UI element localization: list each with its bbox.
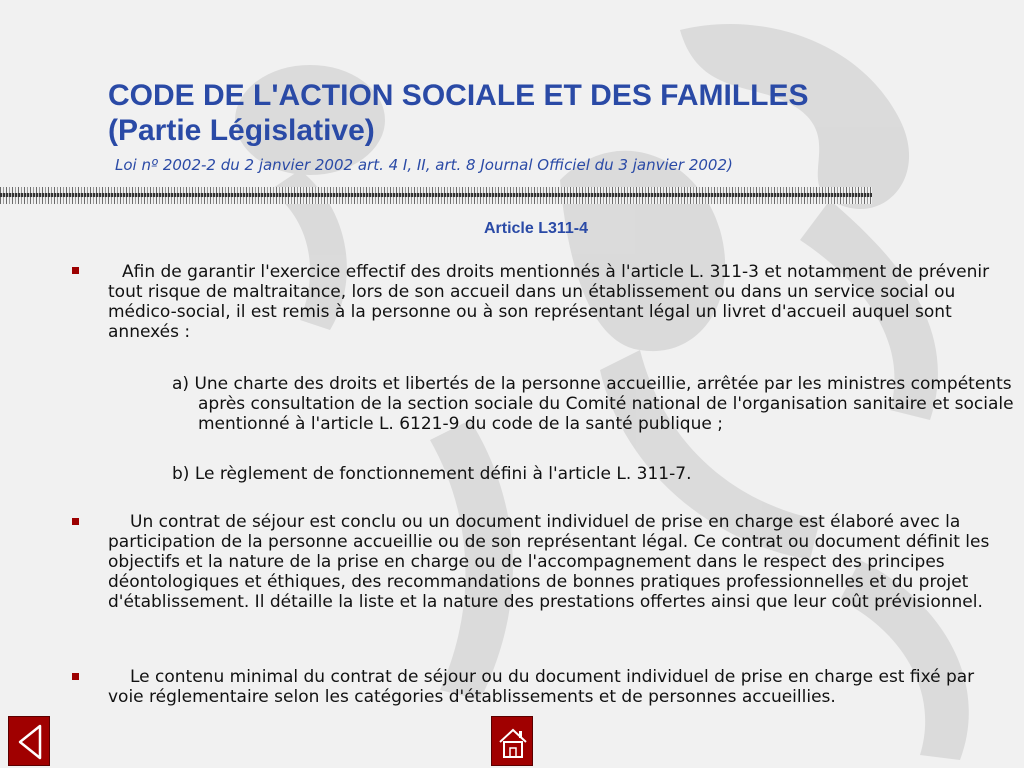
list-item-b: b) Le règlement de fonctionnement défini à l'article L. 311-7. [172, 464, 692, 484]
bullet-icon [72, 673, 79, 680]
bullet-icon [72, 267, 79, 274]
triangle-left-icon [9, 717, 51, 767]
paragraph-3: Le contenu minimal du contrat de séjour ou du document individuel de prise en charge est fixé par voie réglementaire selon les catégories d'établissements et de personnes accueillies. [108, 667, 975, 707]
slide-title [108, 78, 988, 148]
home-button[interactable] [491, 716, 533, 766]
article-heading: Article L311-4 [483, 220, 589, 237]
previous-slide-button[interactable] [8, 716, 50, 766]
divider-rule [0, 187, 872, 204]
list-item-a: a) Une charte des droits et libertés de la personne accueillie, arrêtée par les ministres compétents après consultation de la section sociale du Comité national de l'organisation sanitaire et sociale mentionné à l'article L. 6121-9 du code de la santé publique ; [172, 374, 1014, 434]
paragraph-1: Afin de garantir l'exercice effectif des droits mentionnés à l'article L. 311-3 et notamment de prévenir tout risque de maltraitance, lors de son accueil dans un établissement ou dans un service social ou médico-social, il est remis à la personne ou à son représentant légal un livret d'accueil auquel sont annexés : [108, 262, 990, 342]
title-line-1: CODE DE L'ACTION SOCIALE ET DES FAMILLES [108, 79, 809, 112]
paragraph-2: Un contrat de séjour est conclu ou un document individuel de prise en charge est élaboré avec la participation de la personne accueillie ou de son représentant légal. Ce contrat ou document définit les objectifs et la nature de la prise en charge ou de l'accompagnement dans le respect des principes déontologiques et éthiques, des recommandations de bonnes pratiques professionnelles et du projet d'établissement. Il détaille la liste et la nature des prestations offertes ainsi que leur coût prévisionnel. [108, 512, 990, 612]
home-icon [492, 717, 534, 767]
slide-subtitle: Loi nº 2002-2 du 2 janvier 2002 art. 4 I, II, art. 8 Journal Officiel du 3 janvier 2002) [115, 156, 733, 174]
bullet-icon [72, 518, 79, 525]
title-line-2: (Partie Législative) [108, 114, 375, 147]
